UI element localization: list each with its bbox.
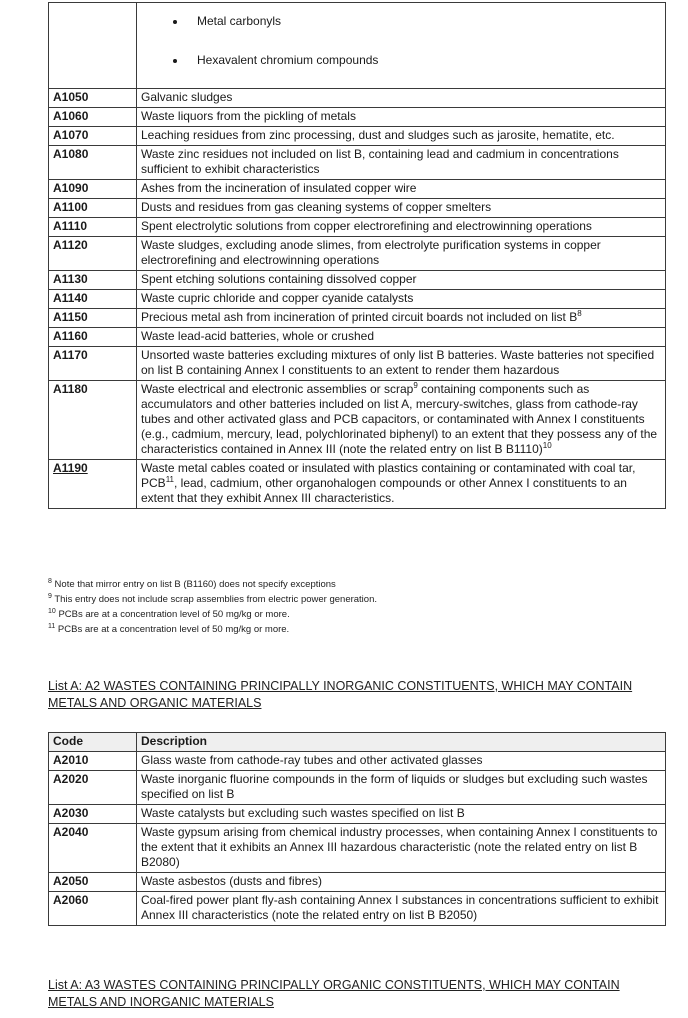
- footnotes: [48, 577, 377, 637]
- desc-cell: Waste gypsum arising from chemical industry processes, when containing Annex I constituents to the extent that it exhibits an Annex III hazardous characteristic (note the related entry on list B B2080): [137, 824, 666, 873]
- code-cell: A1090: [49, 180, 137, 199]
- table-row: [49, 309, 666, 328]
- desc-cell: Waste inorganic fluorine compounds in the form of liquids or sludges but excluding such wastes specified on list B: [137, 771, 666, 805]
- list-item: • Metal carbonyls: [187, 14, 661, 29]
- code-cell: A1130: [49, 271, 137, 290]
- code-cell: A1150: [49, 309, 137, 328]
- desc-cell: Spent etching solutions containing dissolved copper: [137, 271, 666, 290]
- footnote-text: This entry does not include scrap assemblies from electric power generation.: [54, 594, 377, 605]
- table-row: [49, 805, 666, 824]
- section-a3-title: List A: A3 WASTES CONTAINING PRINCIPALLY ORGANIC CONSTITUENTS, WHICH MAY CONTAIN METALS AND INORGANIC MATERIALS: [48, 978, 620, 1009]
- footnote-ref: 9: [413, 381, 418, 390]
- desc-cell: Coal-fired power plant fly-ash containing Annex I substances in concentrations sufficient to exhibit Annex III characteristics (note the related entry on list B B2050): [137, 892, 666, 926]
- table-row: [49, 218, 666, 237]
- code-cell: A1110: [49, 218, 137, 237]
- desc-text: Waste metal cables coated or insulated with plastics containing or contaminated with coal tar, PCB: [141, 461, 636, 490]
- desc-text: , lead, cadmium, other organohalogen compounds or other Annex I constituents to an extent that they exhibit Annex III characteristics.: [141, 476, 627, 505]
- desc-text: containing components such as accumulators and other batteries included on list A, mercury-switches, glass from cathode-ray tubes and other activated glass and PCB capacitors, or contaminated with Annex I constituents (e.g., cadmium, mercury, lead, polychlorinated biphenyl) to an extent that they possess any of the characteristics contained in Annex III (note the related entry on list B B1110): [141, 382, 658, 456]
- footnote: [48, 607, 377, 622]
- desc-cell: Galvanic sludges: [137, 89, 666, 108]
- header-description: Description: [137, 733, 666, 752]
- code-cell: A2060: [49, 892, 137, 926]
- code-cell: A1060: [49, 108, 137, 127]
- desc-cell: Waste asbestos (dusts and fibres): [137, 873, 666, 892]
- footnote-number: 8: [48, 577, 52, 585]
- bullet-list: [141, 14, 661, 68]
- header-code: Code: [49, 733, 137, 752]
- desc-cell: Dusts and residues from gas cleaning systems of copper smelters: [137, 199, 666, 218]
- table-row: [49, 381, 666, 460]
- table-row: [49, 108, 666, 127]
- footnote-ref: 10: [542, 441, 552, 450]
- code-cell: A2030: [49, 805, 137, 824]
- table-row: [49, 460, 666, 509]
- list-a1-table: [48, 2, 666, 509]
- desc-cell: [137, 381, 666, 460]
- footnote-number: 9: [48, 592, 52, 600]
- code-cell: A2040: [49, 824, 137, 873]
- desc-cell: Waste sludges, excluding anode slimes, from electrolyte purification systems in copper electrorefining and electrowinning operations: [137, 237, 666, 271]
- table-row: [49, 752, 666, 771]
- footnote: [48, 577, 377, 592]
- table-row: [49, 199, 666, 218]
- desc-cell: Glass waste from cathode-ray tubes and other activated glasses: [137, 752, 666, 771]
- table-row: [49, 824, 666, 873]
- table-row: [49, 127, 666, 146]
- desc-cell: [137, 460, 666, 509]
- desc-cell: Waste zinc residues not included on list B, containing lead and cadmium in concentrations sufficient to exhibit characteristics: [137, 146, 666, 180]
- table-row: [49, 180, 666, 199]
- code-cell: A2010: [49, 752, 137, 771]
- table-row: [49, 771, 666, 805]
- table-row: [49, 271, 666, 290]
- table-row: [49, 873, 666, 892]
- desc-text: Precious metal ash from incineration of printed circuit boards not included on list B: [141, 310, 578, 324]
- list-a2-table: [48, 732, 666, 926]
- code-cell: A1120: [49, 237, 137, 271]
- footnote-text: PCBs are at a concentration level of 50 mg/kg or more.: [57, 624, 290, 635]
- code-cell: A1100: [49, 199, 137, 218]
- desc-cell: [137, 3, 666, 89]
- footnote-text: Note that mirror entry on list B (B1160) does not specify exceptions: [54, 579, 336, 590]
- table-row: [49, 328, 666, 347]
- code-cell: A1070: [49, 127, 137, 146]
- code-cell: A1140: [49, 290, 137, 309]
- footnote: [48, 622, 377, 637]
- desc-cell: Leaching residues from zinc processing, dust and sludges such as jarosite, hematite, etc.: [137, 127, 666, 146]
- section-a2-title: List A: A2 WASTES CONTAINING PRINCIPALLY INORGANIC CONSTITUENTS, WHICH MAY CONTAIN METALS AND ORGANIC MATERIALS: [48, 679, 633, 710]
- code-cell: A1080: [49, 146, 137, 180]
- code-cell: A1050: [49, 89, 137, 108]
- code-cell: A1190: [49, 460, 137, 509]
- desc-text: Waste electrical and electronic assemblies or scrap: [141, 382, 414, 396]
- table-header-row: [49, 733, 666, 752]
- footnote-number: 11: [48, 622, 56, 630]
- code-cell: [49, 3, 137, 89]
- desc-cell: Waste catalysts but excluding such wastes specified on list B: [137, 805, 666, 824]
- code-cell: A1170: [49, 347, 137, 381]
- footnote-ref: 8: [577, 309, 582, 318]
- footnote: [48, 592, 377, 607]
- table-row: [49, 290, 666, 309]
- code-cell: A1160: [49, 328, 137, 347]
- footnote-number: 10: [48, 607, 56, 615]
- footnote-text: PCBs are at a concentration level of 50 mg/kg or more.: [58, 609, 290, 620]
- desc-cell: [137, 309, 666, 328]
- code-cell: A2050: [49, 873, 137, 892]
- desc-cell: Waste liquors from the pickling of metals: [137, 108, 666, 127]
- code-cell: A1180: [49, 381, 137, 460]
- list-item: • Hexavalent chromium compounds: [187, 53, 661, 68]
- table-row: [49, 89, 666, 108]
- code-cell: A2020: [49, 771, 137, 805]
- desc-cell: Waste cupric chloride and copper cyanide catalysts: [137, 290, 666, 309]
- table-row: [49, 237, 666, 271]
- footnote-ref: 11: [165, 475, 174, 484]
- table-row: [49, 892, 666, 926]
- desc-cell: Waste lead-acid batteries, whole or crushed: [137, 328, 666, 347]
- table-row: [49, 347, 666, 381]
- table-row: [49, 3, 666, 89]
- desc-cell: Spent electrolytic solutions from copper electrorefining and electrowinning operations: [137, 218, 666, 237]
- desc-cell: Unsorted waste batteries excluding mixtures of only list B batteries. Waste batteries not specified on list B containing Annex I constituents to an extent to render them hazardous: [137, 347, 666, 381]
- table-row: [49, 146, 666, 180]
- desc-cell: Ashes from the incineration of insulated copper wire: [137, 180, 666, 199]
